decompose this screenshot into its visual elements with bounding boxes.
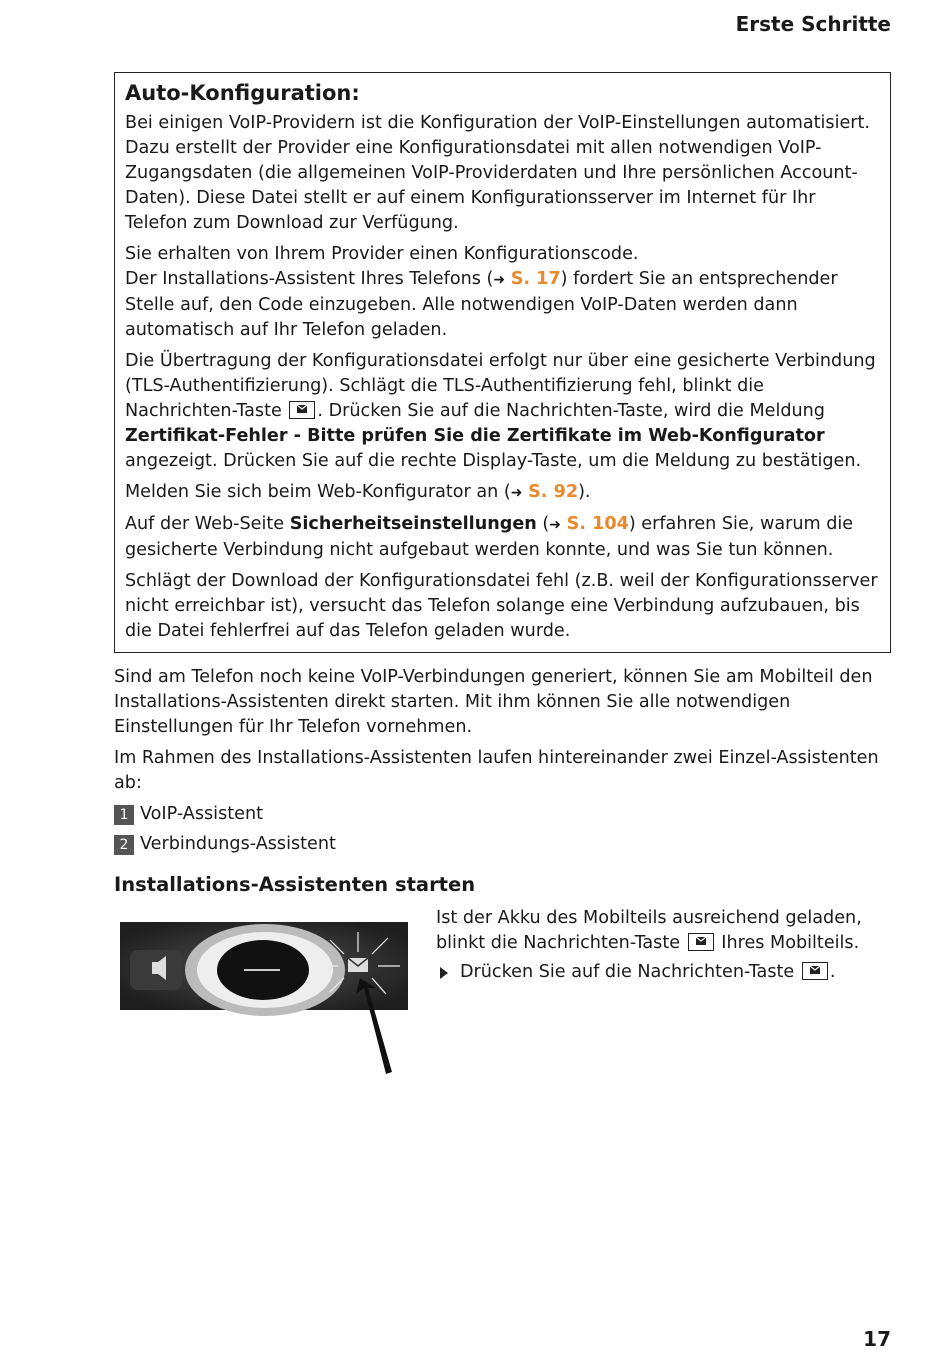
box-paragraph-3: Die Übertragung der Konfigurationsdatei erfolgt nur über eine gesicherte Verbindung (TLS-Authentifizierung). Schlägt die TLS-Authentifizierung fehl, blinkt die Nachrichten-Taste . Drücken Sie auf die Nachrichten-Taste, wird die Meldung Zertifikat-Fehler - Bitte prüfen Sie die Zertifikate im Web-Konfigurator angezeigt. Drücken Sie auf die rechte Display-Taste, um die Meldung zu bestätigen. (125, 351, 876, 471)
page-ref-link[interactable]: S. 104 (566, 514, 629, 534)
page-number: 17 (863, 1327, 891, 1351)
list-item: 2 Verbindungs-Assistent (114, 832, 891, 857)
section-header: Erste Schritte (735, 12, 891, 36)
arrow-icon: ➜ (510, 485, 523, 501)
main-paragraph-1: Sind am Telefon noch keine VoIP-Verbindungen generiert, können Sie am Mobilteil den Installations-Assistenten direkt starten. Mit ihm können Sie alle notwendigen Einstellungen für Ihr Telefon vornehmen. (114, 667, 873, 737)
page-ref-link[interactable]: S. 17 (510, 269, 561, 289)
step-number-badge: 1 (114, 805, 134, 825)
box-title: Auto-Konfiguration: (125, 81, 360, 105)
instruction-step: Drücken Sie auf die Nachrichten-Taste . (436, 960, 876, 985)
arrow-icon: ➜ (549, 517, 562, 533)
page-ref-link[interactable]: S. 92 (528, 482, 579, 502)
instruction-text: Ist der Akku des Mobilteils ausreichend geladen, blinkt die Nachrichten-Taste Ihres Mobilteils. (436, 908, 862, 953)
main-paragraph-2: Im Rahmen des Installations-Assistenten laufen hintereinander zwei Einzel-Assistenten ab: (114, 748, 879, 793)
box-paragraph-4: Melden Sie sich beim Web-Konfigurator an (➜ S. 92). (125, 482, 591, 502)
arrow-icon: ➜ (493, 272, 506, 288)
handset-illustration (120, 922, 408, 1074)
message-key-icon (802, 962, 828, 980)
box-paragraph-6: Schlägt der Download der Konfigurationsdatei fehl (z.B. weil der Konfigurationsserver nicht erreichbar ist), versucht das Telefon solange eine Verbindung aufzubauen, bis die Datei fehlerfrei auf das Telefon geladen wurde. (125, 571, 878, 641)
box-paragraph-1: Bei einigen VoIP-Providern ist die Konfiguration der VoIP-Einstellungen automatisiert. Dazu erstellt der Provider eine Konfigurationsdatei mit allen notwendigen VoIP-Zugangsdaten (die allgemeinen VoIP-Providerdaten und Ihre persönlichen Account-Daten). Diese Datei stellt er auf einem Konfigurationsserver im Internet für Ihr Telefon zum Download zur Verfügung. (125, 113, 871, 233)
main-content (114, 665, 891, 862)
list-item: 1 VoIP-Assistent (114, 802, 891, 827)
box-paragraph-2: Sie erhalten von Ihrem Provider einen Konfigurationscode. Der Installations-Assistent Ihres Telefons (➜ S. 17) fordert Sie an entsprechender Stelle auf, den Code einzugeben. Alle notwendigen VoIP-Daten werden dann automatisch auf Ihr Telefon geladen. (125, 244, 838, 340)
auto-config-box (114, 72, 891, 653)
message-key-icon (289, 401, 315, 419)
instruction-column (436, 906, 876, 989)
box-paragraph-5: Auf der Web-Seite Sicherheitseinstellungen (➜ S. 104) erfahren Sie, warum die gesicherte Verbindung nicht aufgebaut werden konnte, und was Sie tun können. (125, 514, 854, 560)
section-heading: Installations-Assistenten starten (114, 873, 476, 896)
message-key-icon (688, 933, 714, 951)
step-number-badge: 2 (114, 835, 134, 855)
bullet-triangle-icon (440, 967, 448, 979)
